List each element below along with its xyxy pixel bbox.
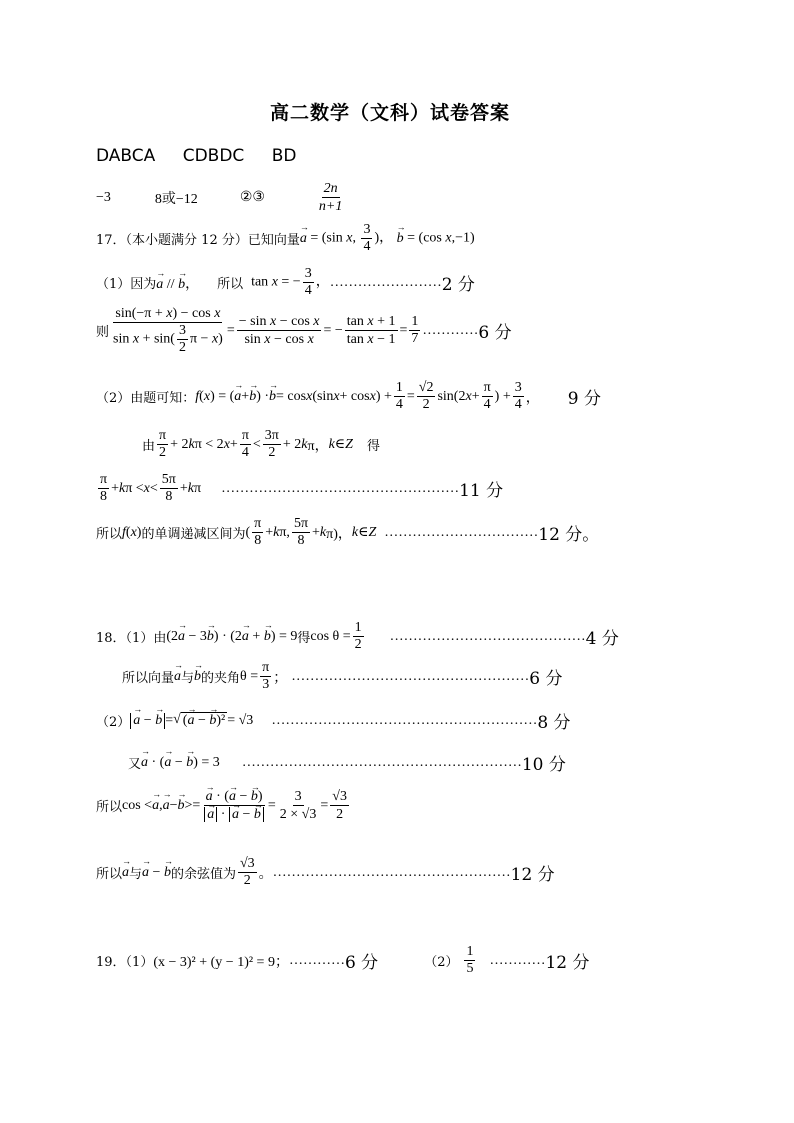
q17-conclusion-text: 所以	[96, 527, 123, 542]
q17-part1-line2: 则 sin(−π + x) − cos x sin x + sin( $\frac{3}{2}$ π − x) = $\frac{\text{− sin x − cos x}}{\text{sin x − cos x}}$ = − $\frac{\text{tan x + 1}}{\text{tan x − 1}}$ = $\frac{1}{7}$ ………… 6 分	[96, 306, 512, 355]
score-marker: 8 分	[537, 713, 571, 733]
q18-part1-line1: 18．（1）由 (2→ a − 3→ b) · (2→ a + → b) = 9 得 cos θ = $\frac{1}{2}$ …………………………………… 4 分	[96, 620, 619, 653]
dots-leader: …………	[489, 952, 546, 968]
score-marker: 12 分	[545, 953, 590, 973]
q17-part1-text: 所以	[217, 277, 244, 292]
choice-group-1: DABCA	[96, 146, 156, 166]
q18-cos-text: 的余弦值为	[170, 867, 236, 882]
q18-angle-text: 的夹角	[201, 671, 241, 686]
q18-part2-line3: 所以 cos < → a , → a − → b >= → a · (→ a − → b) → a · → a − → b = $\frac{3}{2 \times √3}$ = $\frac{√3}{2}$	[96, 788, 351, 823]
q17-conclusion-text2: 的单调递减区间为	[141, 527, 246, 542]
dots-leader: ……………………………………	[389, 628, 586, 644]
q18-so: 所以	[96, 800, 123, 815]
dots-leader: …………	[288, 952, 345, 968]
q17-part2-line3: $\frac{\pi}{8}$ + k π < x < $\frac{5\pi}{8}$ + k π …………………………………………… 11 分	[100, 472, 504, 504]
q18-vec-text: 所以向量	[122, 671, 175, 686]
score-marker: 11 分	[459, 481, 504, 501]
dots-leader: …………	[422, 322, 479, 338]
q19-equation: (x − 3)² + (y − 1)² = 9；	[153, 954, 289, 970]
choice-answers	[96, 146, 296, 166]
q18-so2: 所以	[96, 867, 123, 882]
q19-part2-label: （2）	[424, 955, 459, 970]
q17-part2-line1: （2）由题可知： f ( x ) = ( → a + → b ) · → b = cos x (sin x + cos x ) + $\frac{1}{4}$ = $\frac{√2}{2}$ sin(2 x + $\frac{\pi}{4}$ ) + $\frac{3}{4}$ ， 9 分	[96, 380, 601, 413]
choice-group-3: BD	[271, 146, 297, 166]
score-marker: 2 分	[441, 275, 475, 295]
q17-part1-label: （1）因为	[96, 277, 157, 292]
choice-group-2: CDBDC	[182, 146, 245, 166]
q18-and2: 与	[129, 867, 143, 882]
dots-leader: ……………………………………………	[221, 480, 460, 496]
score-marker: 12 分。	[538, 525, 600, 545]
score-marker: 6 分	[478, 323, 512, 343]
fill-answer-3: ②③	[239, 190, 265, 205]
score-marker: 6 分	[344, 953, 379, 973]
dots-leader: ……………………………	[384, 524, 539, 540]
q17-part1-then: 则	[96, 325, 110, 340]
q18-get: 得	[297, 631, 311, 646]
q17-part2-label: （2）由题可知：	[96, 391, 196, 406]
q18-also: 又	[128, 757, 142, 772]
score-marker: 12 分	[510, 865, 555, 885]
fraction-numerator: 2n	[323, 181, 338, 196]
dots-leader: ……………………………………………	[291, 668, 530, 684]
fill-answer-1: −3	[96, 189, 111, 205]
fraction-denominator: n+1	[318, 199, 343, 214]
fill-answer-4	[317, 180, 344, 215]
score-marker: 9 分	[567, 389, 601, 409]
dots-leader: ……………………………………………………	[241, 754, 522, 770]
dots-leader: …………………………………………………	[271, 712, 538, 728]
q19-part1-label: 19．（1）	[96, 955, 154, 970]
fill-answer-2: 8或−12	[154, 191, 198, 207]
fill-answers	[96, 180, 346, 215]
q18-part1-line2: 所以向量 → a 与 → b 的夹角 θ = $\frac{\pi}{3}$ ； …………………………………………… 6 分	[122, 660, 562, 693]
q17-header	[96, 222, 475, 255]
q17-vectors: → a = (sin x, $\frac{3}{4}$ )， → b = (cos x,−1)	[300, 222, 475, 255]
q17-part2-line2: 由 $\frac{\pi}{2}$ + 2 k π < 2 x + $\frac{\pi}{4}$ < $\frac{3\pi}{2}$ + 2 k π， k ∈ Z 得	[142, 428, 380, 460]
q18-part2-line4: 所以 → a 与 → a − → b 的余弦值为 $\frac{√3}{2}$ 。 …………………………………………… 12 分	[96, 856, 555, 889]
page-title: 高二数学（文科）试卷答案	[270, 102, 511, 124]
q18-part2-label: （2）	[96, 715, 131, 730]
q18-part2-line2: 又 → a · (→ a − → b) = 3 …………………………………………………… 10 分	[128, 750, 566, 775]
q17-part2-get: 得	[366, 439, 380, 454]
q18-part2-line1: （2） → a − → b = √ (→ a − → b)² = √3 ………………………………………………… 8 分	[96, 708, 571, 733]
q17-head-text: 17．（本小题满分 12 分）已知向量	[96, 233, 300, 248]
q17-part1-line1: （1）因为 → a // → b， 所以 tan x = − $\frac{3}{4}$ ， …………………… 2 分	[96, 266, 475, 299]
score-marker: 10 分	[521, 755, 566, 775]
score-marker: 6 分	[529, 669, 563, 689]
q18-and: 与	[181, 671, 195, 686]
q19-line: 19．（1） (x − 3)² + (y − 1)² = 9； ………… 6 分 （2） $\frac{1}{5}$ ………… 12 分	[96, 944, 590, 976]
q18-part1-label: 18．（1）由	[96, 631, 167, 646]
dots-leader: ……………………	[329, 274, 442, 290]
score-marker: 4 分	[585, 629, 619, 649]
q17-part2-by: 由	[142, 439, 156, 454]
dots-leader: ……………………………………………	[272, 864, 511, 880]
q17-part2-line4: 所以 f(x) 的单调递减区间为 ( $\frac{\pi}{8}$ + k π, $\frac{5\pi}{8}$ + k π)， k ∈ Z …………………………… 12 分。	[96, 516, 600, 548]
